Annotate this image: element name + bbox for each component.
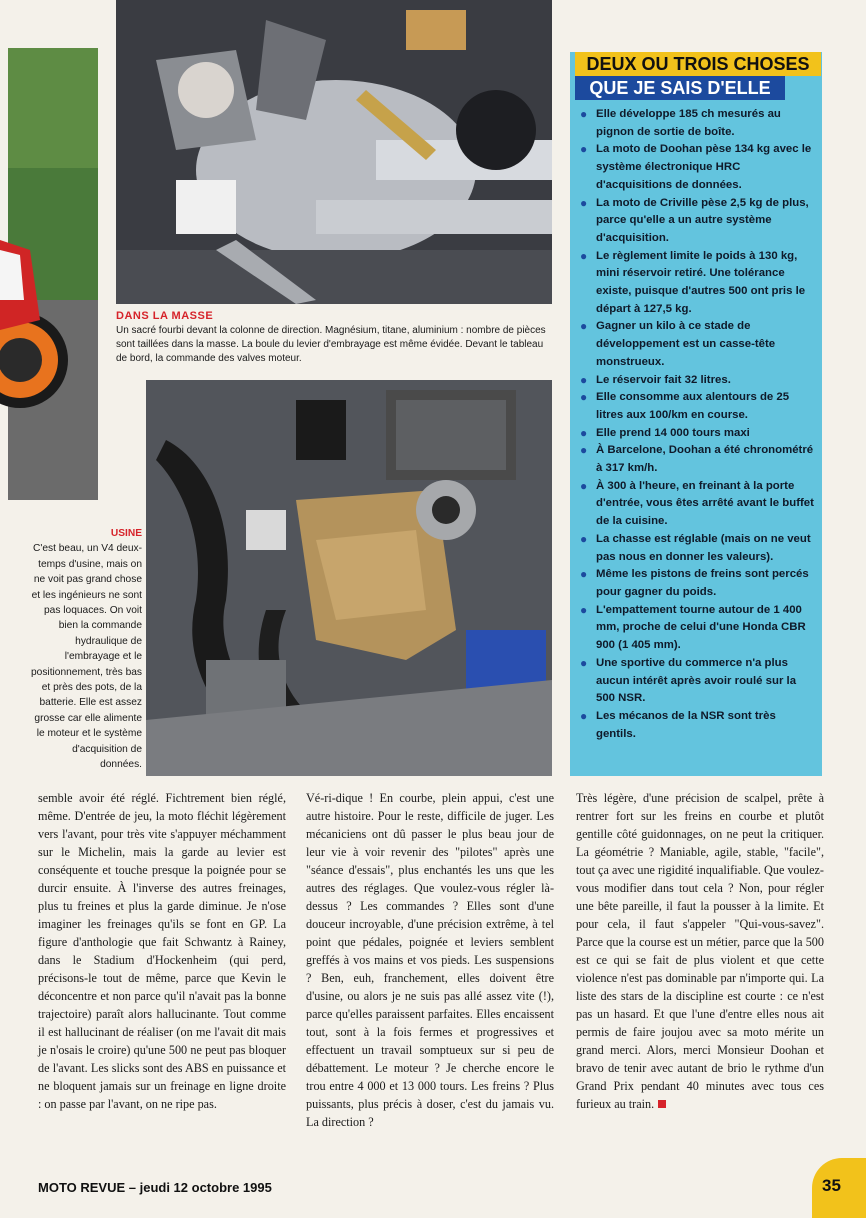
facts-list — [580, 106, 816, 743]
fact-item: ● Le règlement limite le poids à 130 kg, mini réservoir retiré. Une tolérance existe, puisque d'autres 500 ont pris le départ à 127,5 kg. — [580, 248, 816, 319]
caption-masse-title: DANS LA MASSE — [116, 310, 214, 322]
fact-item: ● Le réservoir fait 32 litres. — [580, 372, 816, 390]
info-box-title-line2: QUE JE SAIS D'ELLE — [575, 76, 785, 100]
fact-item: ● À 300 à l'heure, en freinant à la porte d'entrée, vous êtes arrêté avant le buffet de la cuisine. — [580, 478, 816, 531]
fact-item: ● Les mécanos de la NSR sont très gentils. — [580, 708, 816, 743]
info-box-title-line1: DEUX OU TROIS CHOSES — [575, 52, 821, 76]
fact-item: ● Gagner un kilo à ce stade de développement est un casse-tête monstrueux. — [580, 318, 816, 371]
fact-item: ● La chasse est réglable (mais on ne veut pas nous en donner les valeurs). — [580, 531, 816, 566]
engine-photo — [146, 380, 552, 776]
fact-item: ● Elle développe 185 ch mesurés au pignon de sortie de boîte. — [580, 106, 816, 141]
footer-magazine: MOTO REVUE – jeudi 12 octobre 1995 — [38, 1180, 272, 1195]
end-mark-icon — [658, 1100, 666, 1108]
page-number: 35 — [822, 1176, 841, 1195]
left-edge-photo — [0, 0, 100, 500]
article-column-3-text: Très légère, d'une précision de scalpel, prête à rentrer fort sur les freins en courbe et plutôt gentille côté guidonnages, on ne peut la critiquer. La géométrie ? Maniable, agile, stable, "facile", tout ça avec une rigidité inqualifiable. Que voulez-vous modifier dans tout cela ? Non, pour régler une bête pareille, il faut la pousser à la limite. Et pour cela, il faut s'appeler "Qui-vous-savez". Parce que la course est un métier, parce que la 500 est ce qui se fait de plus violent et que cette violence n'est pas dominable par n'importe qui. La liste des stars de la discipline est courte : ce n'est pas un hasard. Et que l'une d'entre elles nous ait permis de faire joujou avec sa moto mérite un grand merci. Alors, merci Monsieur Doohan et bravo de tenir avec autant de brio le rythme d'un Grand Prix pendant 40 minutes avec tous ces furieux au train. — [576, 791, 824, 1111]
fact-item: ● La moto de Criville pèse 2,5 kg de plus, parce qu'elle a un autre système d'acquisition. — [580, 195, 816, 248]
fact-item: ● L'empattement tourne autour de 1 400 mm, proche de celui d'une Honda CBR 900 (1 405 mm). — [580, 602, 816, 655]
caption-usine-text: C'est beau, un V4 deux-temps d'usine, mais on ne voit pas grand chose et les ingénieurs ne sont pas loquaces. On voit bien la commande hydraulique de l'embrayage et le positionnement, très bas et près des pots, de la batterie. Elle est assez grosse car elle alimente le moteur et le système d'acquisition de données. — [31, 543, 142, 771]
fact-item: ● À Barcelone, Doohan a été chronométré à 317 km/h. — [580, 442, 816, 477]
caption-usine — [30, 526, 142, 773]
fact-item: ● Une sportive du commerce n'a plus aucun intérêt après avoir roulé sur la 500 NSR. — [580, 655, 816, 708]
fact-item: ● La moto de Doohan pèse 134 kg avec le système électronique HRC d'acquisitions de données. — [580, 141, 816, 194]
article-column-2: Vé-ri-dique ! En courbe, plein appui, c'est une autre histoire. Pour le reste, difficile de juger. Les mécaniciens ont dû passer le plus beau jour de leur vie à voir revenir des "pilotes" après une "séance d'essais", plus enchantés les uns que les autres des réglages. Que voulez-vous régler là-dessus ? Les commandes ? Elles sont d'une douceur incroyable, d'une précision extrême, à tel point que pédales, poignée et leviers semblent greffés à vos mains et vos pieds. Les suspensions ? Ben, euh, franchement, elles doivent être d'usine, ou alors je ne suis pas allé assez vite (!), parce qu'elles paraissent parfaites. Elles encaissent tout, sont à la fois fermes et progressives et effectuent un travail somptueux sur si peu de débattement. Le moteur ? Je cherche encore le trou entre 4 000 et 13 000 tours. Les freins ? Plus puissants, plus précis à doser, c'est du jamais vu. La direction ? — [306, 791, 554, 1129]
caption-masse-text: Un sacré fourbi devant la colonne de direction. Magnésium, titane, aluminium : nombre de pièces sont taillées dans la masse. La boule du levier d'embrayage est même évidée. Devant le tableau de bord, la commande des valves moteur. — [116, 325, 546, 364]
caption-usine-title: USINE — [110, 528, 142, 539]
article-column-1: semble avoir été réglé. Fichtrement bien réglé, même. D'entrée de jeu, la moto fléchit légèrement vers l'avant, pour très vite s'appuyer méchamment sur le Michelin, mais la garde au levier est conséquente et touche presque la poignée pour se durcir ensuite. À l'inverse des autres freinages, plus tu freines et plus la garde diminue. Je n'ose imaginer les freinages qu'ils se font en GP. La figure d'anthologie que fait Schwantz à Rainey, dans le Stadium d'Hockenheim (qui perd, précisons-le tout de même, parce que Kevin le déconcentre et non parce qu'il n'avait pas la bonne trajectoire) paraît alors hallucinante. Tout comme il est hallucinant de réaliser (on me l'avait dit mais je n'osais le croire) qu'une 500 ne peut pas bloquer de l'avant. Les slicks sont des ABS en puissance et ne bloquent jamais sur un freinage en ligne droite : on passe par l'avant, on ne ripe pas. — [38, 791, 286, 1111]
steering-column-photo — [116, 0, 552, 304]
fact-item: ● Elle prend 14 000 tours maxi — [580, 425, 816, 443]
article-column-3 — [576, 789, 824, 1113]
fact-item: ● Même les pistons de freins sont percés pour gagner du poids. — [580, 566, 816, 601]
fact-item: ● Elle consomme aux alentours de 25 litres aux 100/km en course. — [580, 389, 816, 424]
